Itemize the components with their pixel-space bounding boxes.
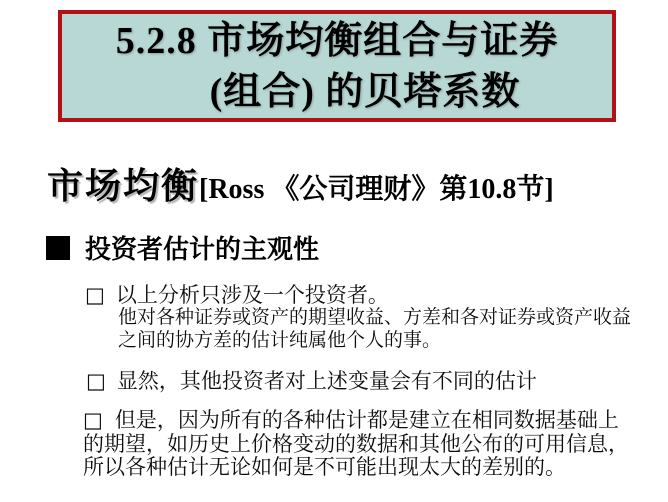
section-heading [46, 229, 319, 266]
bullet-item-3-line1 [83, 409, 629, 433]
title-banner [58, 10, 616, 122]
heading-reference-text: [Ross 《公司理财》第10.8节] [199, 174, 554, 205]
bullet-item-3-line1-text: 但是，因为所有的各种估计都是建立在相同数据基础上 [114, 408, 619, 432]
hollow-square-bullet-icon: □ [83, 408, 103, 432]
bullet-item-2-text: 显然，其他投资者对上述变量会有不同的估计 [116, 369, 537, 393]
market-equilibrium-heading [47, 158, 554, 209]
hollow-square-bullet-icon: □ [85, 283, 105, 307]
filled-square-bullet-icon [46, 236, 70, 260]
bullet-item-1-subtext-line1: 他对各种证券或资产的期望收益、方差和各对证券或资产收益 [118, 307, 632, 328]
slide-title-line1: 5.2.8 市场均衡组合与证券 [115, 20, 559, 62]
heading-main-text: 市场均衡 [47, 166, 200, 206]
bullet-item-1-subtext-line2: 之间的协方差的估计纯属他个人的事。 [118, 330, 442, 351]
bullet-item-3-line3: 所以各种估计无论如何是不可能出现太大的差别的。 [83, 455, 566, 479]
bullet-item-3 [83, 409, 629, 480]
bullet-item-3-line2: 的期望，如历史上价格变动的数据和其他公布的可用信息， [83, 431, 629, 456]
bullet-item-1 [85, 284, 389, 307]
bullet-item-2 [86, 370, 537, 393]
bullet-item-1-text: 以上分析只涉及一个投资者。 [115, 283, 389, 307]
section-heading-label: 投资者估计的主观性 [85, 235, 320, 264]
bullet-item-1-subtext [118, 306, 631, 352]
slide-title-line2: (组合) 的贝塔系数 [209, 71, 521, 113]
hollow-square-bullet-icon: □ [86, 369, 106, 393]
